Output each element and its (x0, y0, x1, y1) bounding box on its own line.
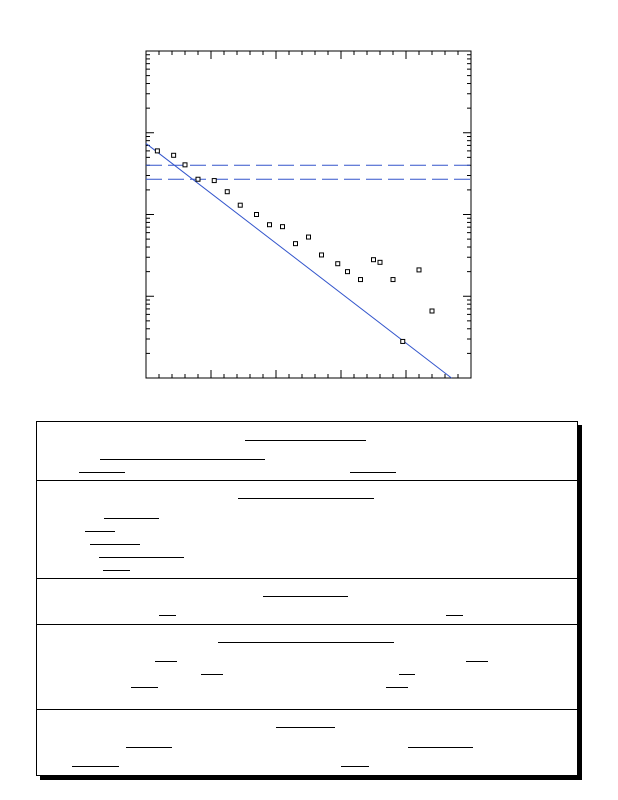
data-point (307, 235, 311, 239)
data-point (225, 190, 229, 194)
data-point (417, 268, 421, 272)
plot-frame (146, 51, 471, 378)
data-point (378, 260, 382, 264)
placeholder-line (104, 518, 159, 519)
data-point (212, 179, 216, 183)
placeholder-line (446, 615, 463, 616)
plot-lines (146, 143, 471, 378)
placeholder-line (90, 544, 140, 545)
placeholder-line (386, 687, 408, 688)
placeholder-line (159, 615, 176, 616)
panel-section-2 (37, 480, 577, 579)
placeholder-line (350, 472, 396, 473)
data-point (359, 278, 363, 282)
panel-section-3 (37, 578, 577, 625)
data-point (155, 149, 159, 153)
placeholder-line (245, 440, 366, 441)
placeholder-line (131, 687, 158, 688)
data-point (281, 225, 285, 229)
placeholder-line (276, 727, 335, 728)
placeholder-line (155, 661, 177, 662)
panel-section-4 (37, 624, 577, 710)
data-point (346, 270, 350, 274)
data-points (155, 149, 434, 344)
panel-section-5 (37, 709, 577, 775)
placeholder-line (201, 674, 223, 675)
placeholder-line (263, 596, 348, 597)
placeholder-line (79, 472, 125, 473)
placeholder-line (408, 747, 473, 748)
data-point (196, 177, 200, 181)
data-point (430, 309, 434, 313)
data-point (294, 242, 298, 246)
data-point (268, 223, 272, 227)
data-point (183, 163, 187, 167)
placeholder-line (103, 570, 130, 571)
placeholder-line (126, 747, 172, 748)
data-point (391, 278, 395, 282)
placeholder-line (341, 766, 369, 767)
data-point (238, 203, 242, 207)
placeholder-line (100, 459, 265, 460)
placeholder-line (99, 557, 184, 558)
placeholder-line (399, 674, 415, 675)
fit-line (146, 143, 452, 378)
placeholder-line (466, 661, 488, 662)
placeholder-line (238, 498, 374, 499)
data-point (336, 262, 340, 266)
data-point (172, 153, 176, 157)
data-point (255, 213, 259, 217)
data-point (372, 258, 376, 262)
blank-info-panel (36, 421, 578, 776)
data-point (320, 253, 324, 257)
placeholder-line (218, 642, 394, 643)
panel-section-1 (37, 422, 577, 481)
data-point (401, 339, 405, 343)
placeholder-line (85, 531, 115, 532)
placeholder-line (72, 766, 119, 767)
axis-ticks (146, 51, 471, 378)
